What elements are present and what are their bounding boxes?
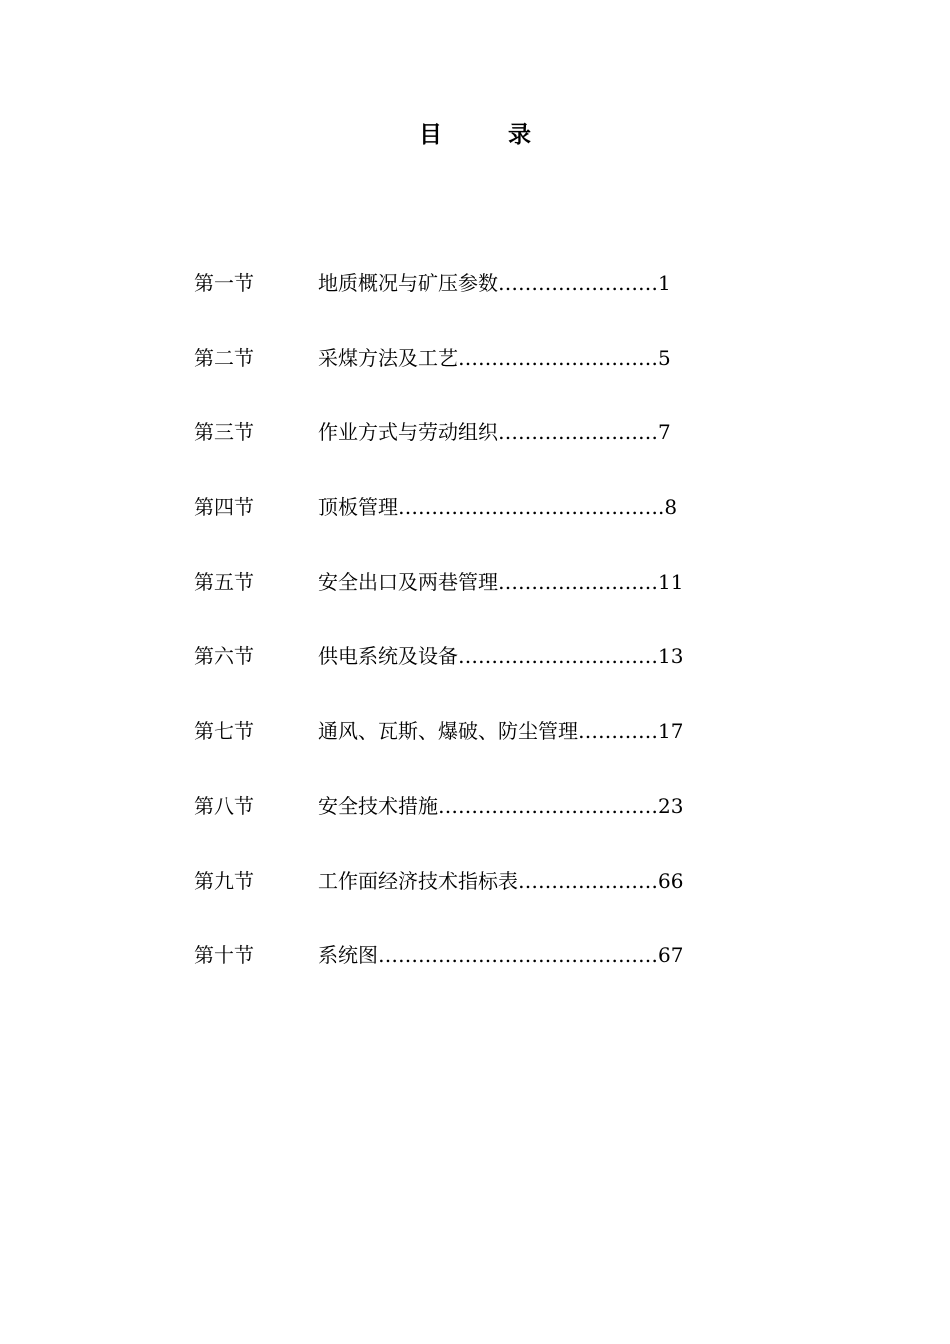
toc-section-title: 安全技术措施……………………………23 — [318, 793, 684, 818]
toc-entry — [194, 343, 734, 418]
toc-section-number: 第八节 — [194, 793, 254, 818]
toc-section-title: 通风、瓦斯、爆破、防尘管理…………17 — [318, 719, 684, 744]
toc-section-title: 系统图……………………………………67 — [318, 943, 684, 968]
toc-entry — [194, 268, 734, 343]
toc-entry — [194, 940, 734, 1015]
toc-entry — [194, 716, 734, 791]
toc-section-number: 第五节 — [194, 569, 254, 594]
toc-section-title: 采煤方法及工艺…………………………5 — [318, 345, 671, 370]
toc-section-number: 第九节 — [194, 868, 254, 893]
toc-section-number: 第六节 — [194, 644, 254, 669]
toc-entry — [194, 417, 734, 492]
toc-section-title: 地质概况与矿压参数……………………1 — [318, 271, 671, 295]
toc-section-title: 作业方式与劳动组织……………………7 — [318, 420, 671, 445]
toc-entry — [194, 492, 734, 567]
toc-section-title: 供电系统及设备…………………………13 — [318, 644, 684, 669]
page-title: 目录 — [419, 121, 597, 148]
table-of-contents — [194, 268, 734, 1015]
toc-section-title: 顶板管理………………………………….8 — [318, 495, 678, 520]
toc-entry — [194, 641, 734, 716]
toc-section-title: 工作面经济技术指标表…………………66 — [318, 868, 684, 893]
toc-section-number: 第七节 — [194, 719, 254, 744]
toc-section-number: 第二节 — [194, 345, 254, 370]
toc-section-title: 安全出口及两巷管理……………………11 — [318, 569, 684, 594]
toc-section-number: 第十节 — [194, 943, 254, 968]
toc-entry — [194, 567, 734, 642]
toc-section-number: 第一节 — [194, 271, 254, 295]
toc-entry — [194, 791, 734, 866]
toc-section-number: 第四节 — [194, 495, 254, 520]
toc-entry — [194, 866, 734, 941]
toc-section-number: 第三节 — [194, 420, 254, 445]
